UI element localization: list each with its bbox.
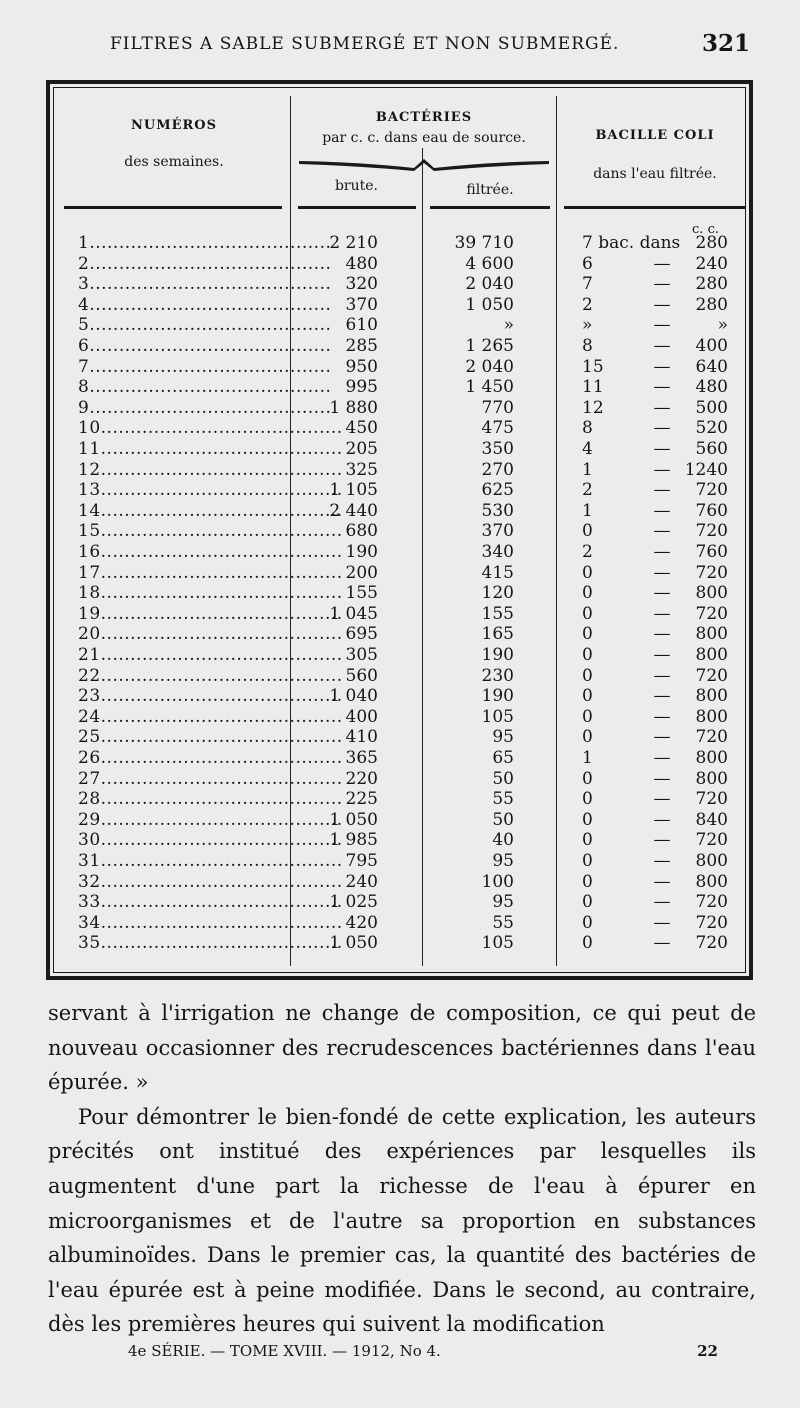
coli-volume: 800 <box>695 851 728 871</box>
ditto-dash: — <box>653 727 671 748</box>
week-number: 15......................................... <box>78 521 343 542</box>
header-rule <box>64 206 282 209</box>
table-row <box>54 233 754 254</box>
header-eau-filtree: dans l'eau filtrée. <box>593 166 717 182</box>
bacteria-raw: 285 <box>345 336 378 356</box>
coli-count: 1 <box>582 459 593 480</box>
coli-count: 0 <box>582 665 593 686</box>
ditto-dash: — <box>653 356 671 377</box>
coli-count: 6 <box>582 253 593 274</box>
bacteria-filtered: 55 <box>492 912 514 933</box>
ditto-dash: — <box>653 892 671 913</box>
coli-count: 4 <box>582 439 593 459</box>
body-text <box>48 996 756 1342</box>
bacteria-raw: 995 <box>345 377 378 398</box>
ditto-dash: — <box>653 583 671 604</box>
coli-volume: 800 <box>695 624 728 645</box>
coli-count: » <box>582 315 593 336</box>
ditto-dash: — <box>653 439 671 459</box>
bacteria-filtered: 415 <box>481 562 514 583</box>
week-number: 14......................................... <box>78 500 343 521</box>
table-row <box>54 336 754 357</box>
bacteria-filtered: 625 <box>481 480 514 501</box>
week-number: 34......................................... <box>78 912 343 933</box>
coli-volume: 520 <box>695 418 728 439</box>
bacteria-raw: 680 <box>345 521 378 542</box>
week-number: 8......................................... <box>78 377 332 398</box>
coli-volume: 840 <box>695 809 728 830</box>
bacteria-filtered: 120 <box>481 583 514 604</box>
coli-count: 11 <box>582 377 604 398</box>
coli-count: 8 <box>582 418 593 439</box>
bacteria-filtered: 65 <box>492 748 514 768</box>
bacteria-filtered: 2 040 <box>465 274 514 295</box>
coli-count: 0 <box>582 933 593 954</box>
coli-volume: 560 <box>695 439 728 459</box>
coli-count: 8 <box>582 336 593 356</box>
ditto-dash: — <box>653 418 671 439</box>
table-row <box>54 686 754 707</box>
running-title: FILTRES A SABLE SUBMERGÉ ET NON SUBMERGÉ. <box>110 34 620 54</box>
bacteria-filtered: » <box>503 315 514 336</box>
bacteria-filtered: 190 <box>481 645 514 665</box>
coli-volume: 800 <box>695 748 728 768</box>
header-bacille-coli: BACILLE COLI <box>595 128 715 143</box>
bacteria-raw: 1 985 <box>329 830 378 851</box>
week-number: 23......................................... <box>78 686 343 707</box>
bacteria-filtered: 4 600 <box>465 253 514 274</box>
ditto-dash: — <box>653 459 671 480</box>
bacteria-filtered: 50 <box>492 768 514 789</box>
coli-count: 7 bac. dans <box>582 233 681 253</box>
bacteria-raw: 1 025 <box>329 892 378 913</box>
table-row <box>54 398 754 419</box>
table-row <box>54 357 754 378</box>
week-number: 26......................................... <box>78 748 343 768</box>
coli-volume: 720 <box>695 912 728 933</box>
ditto-dash: — <box>653 562 671 583</box>
coli-volume: 720 <box>695 830 728 851</box>
ditto-dash: — <box>653 480 671 501</box>
header-rule <box>564 206 746 209</box>
coli-count: 0 <box>582 768 593 789</box>
week-number: 32......................................... <box>78 871 343 892</box>
coli-count: 0 <box>582 789 593 810</box>
coli-volume: 720 <box>695 562 728 583</box>
ditto-dash: — <box>653 315 671 336</box>
coli-volume: 720 <box>695 789 728 810</box>
bacteria-raw: 2 210 <box>329 233 378 253</box>
ditto-dash: — <box>653 624 671 645</box>
header-semaines: des semaines. <box>124 154 224 170</box>
week-number: 11......................................... <box>78 439 343 459</box>
coli-volume: 760 <box>695 542 728 562</box>
bacteria-filtered: 270 <box>481 459 514 480</box>
coli-count: 0 <box>582 686 593 707</box>
bacteria-filtered: 95 <box>492 851 514 871</box>
bacteria-raw: 325 <box>345 459 378 480</box>
paragraph: Pour démontrer le bien-fondé de cette explication, les auteurs précités ont institué des expériences par lesquelles ils augmentent d'une part la richesse de l'eau à épurer en microorganismes et de l'autre sa proportion en substances albuminoïdes. Dans le premier cas, la quantité des bactéries de l'eau épurée est à peine modifiée. Dans le second, au contraire, dès les premières heures qui suivent la modification <box>48 1104 756 1337</box>
bacteria-filtered: 95 <box>492 727 514 748</box>
week-number: 35......................................... <box>78 933 343 954</box>
coli-volume: 800 <box>695 583 728 604</box>
week-number: 30......................................... <box>78 830 343 851</box>
header-rule <box>298 206 416 209</box>
week-number: 7......................................... <box>78 356 332 377</box>
table-row <box>54 707 754 728</box>
coli-volume: 720 <box>695 603 728 624</box>
bacteria-filtered: 39 710 <box>454 233 514 253</box>
bacteria-filtered: 50 <box>492 809 514 830</box>
page-number: 321 <box>701 30 750 57</box>
bacteria-filtered: 190 <box>481 686 514 707</box>
ditto-dash: — <box>653 748 671 768</box>
bacteria-filtered: 95 <box>492 892 514 913</box>
coli-volume: 720 <box>695 665 728 686</box>
coli-count: 0 <box>582 645 593 665</box>
table-row <box>54 913 754 934</box>
coli-count: 0 <box>582 809 593 830</box>
table-row <box>54 769 754 790</box>
week-number: 21......................................... <box>78 645 343 665</box>
header-filtree: filtrée. <box>466 182 514 198</box>
coli-volume: 720 <box>695 892 728 913</box>
ditto-dash: — <box>653 521 671 542</box>
week-number: 4......................................... <box>78 294 332 315</box>
coli-volume: 640 <box>695 356 728 377</box>
ditto-dash: — <box>653 851 671 871</box>
ditto-dash: — <box>653 768 671 789</box>
bacteria-filtered: 1 450 <box>465 377 514 398</box>
table-row <box>54 851 754 872</box>
bacteria-filtered: 2 040 <box>465 356 514 377</box>
coli-count: 0 <box>582 892 593 913</box>
week-number: 3......................................... <box>78 274 332 295</box>
coli-count: 2 <box>582 480 593 501</box>
coli-volume: 760 <box>695 500 728 521</box>
bacteria-raw: 610 <box>345 315 378 336</box>
cc-unit: c. c. <box>692 222 719 237</box>
ditto-dash: — <box>653 603 671 624</box>
coli-count: 1 <box>582 748 593 768</box>
bacteria-filtered: 475 <box>481 418 514 439</box>
bacteria-raw: 1 880 <box>329 397 378 418</box>
bacteria-filtered: 155 <box>481 603 514 624</box>
table-row <box>54 810 754 831</box>
week-number: 22......................................... <box>78 665 343 686</box>
coli-volume: 800 <box>695 768 728 789</box>
table-row <box>54 563 754 584</box>
coli-count: 0 <box>582 871 593 892</box>
table-row <box>54 830 754 851</box>
data-table <box>46 80 753 980</box>
coli-count: 0 <box>582 603 593 624</box>
ditto-dash: — <box>653 830 671 851</box>
coli-volume: 720 <box>695 480 728 501</box>
bacteria-raw: 450 <box>345 418 378 439</box>
week-number: 6......................................... <box>78 336 332 356</box>
coli-volume: 280 <box>695 294 728 315</box>
table-row <box>54 274 754 295</box>
bacteria-raw: 240 <box>345 871 378 892</box>
week-number: 24......................................... <box>78 706 343 727</box>
week-number: 31......................................... <box>78 851 343 871</box>
table-row <box>54 418 754 439</box>
week-number: 13......................................... <box>78 480 343 501</box>
ditto-dash: — <box>653 933 671 954</box>
bacteria-filtered: 530 <box>481 500 514 521</box>
week-number: 28......................................... <box>78 789 343 810</box>
week-number: 17......................................... <box>78 562 343 583</box>
week-number: 33......................................... <box>78 892 343 913</box>
coli-count: 0 <box>582 624 593 645</box>
table-row <box>54 624 754 645</box>
bacteria-filtered: 165 <box>481 624 514 645</box>
week-number: 29......................................... <box>78 809 343 830</box>
table-row <box>54 892 754 913</box>
bacteria-raw: 400 <box>345 706 378 727</box>
coli-count: 12 <box>582 397 604 418</box>
bacteria-raw: 155 <box>345 583 378 604</box>
ditto-dash: — <box>653 500 671 521</box>
week-number: 20......................................... <box>78 624 343 645</box>
ditto-dash: — <box>653 645 671 665</box>
bacteria-raw: 695 <box>345 624 378 645</box>
week-number: 1......................................... <box>78 233 332 253</box>
table-row <box>54 439 754 460</box>
coli-count: 15 <box>582 356 604 377</box>
bacteria-filtered: 1 265 <box>465 336 514 356</box>
ditto-dash: — <box>653 336 671 356</box>
bacteria-raw: 420 <box>345 912 378 933</box>
bacteria-filtered: 230 <box>481 665 514 686</box>
coli-volume: 240 <box>695 253 728 274</box>
coli-count: 0 <box>582 912 593 933</box>
table-row <box>54 254 754 275</box>
week-number: 18......................................... <box>78 583 343 604</box>
bacteria-raw: 795 <box>345 851 378 871</box>
bacteria-raw: 200 <box>345 562 378 583</box>
week-number: 12......................................... <box>78 459 343 480</box>
ditto-dash: — <box>653 809 671 830</box>
coli-count: 0 <box>582 830 593 851</box>
bacteria-raw: 1 040 <box>329 686 378 707</box>
coli-volume: 400 <box>695 336 728 356</box>
header-par-cc: par c. c. dans eau de source. <box>322 130 526 146</box>
table-row <box>54 377 754 398</box>
coli-count: 0 <box>582 562 593 583</box>
coli-count: 0 <box>582 706 593 727</box>
running-head <box>110 30 760 68</box>
bacteria-filtered: 1 050 <box>465 294 514 315</box>
coli-count: 2 <box>582 542 593 562</box>
bacteria-raw: 410 <box>345 727 378 748</box>
coli-volume: 500 <box>695 397 728 418</box>
table-row <box>54 645 754 666</box>
bacteria-filtered: 105 <box>481 933 514 954</box>
coli-volume: 720 <box>695 727 728 748</box>
week-number: 19......................................... <box>78 603 343 624</box>
bacteria-raw: 2 440 <box>329 500 378 521</box>
coli-count: 2 <box>582 294 593 315</box>
ditto-dash: — <box>653 397 671 418</box>
bacteria-raw: 220 <box>345 768 378 789</box>
ditto-dash: — <box>653 912 671 933</box>
bacteria-raw: 560 <box>345 665 378 686</box>
coli-volume: 800 <box>695 686 728 707</box>
bacteria-filtered: 40 <box>492 830 514 851</box>
table-row <box>54 727 754 748</box>
bacteria-raw: 305 <box>345 645 378 665</box>
coli-volume: 280 <box>695 274 728 295</box>
bacteria-raw: 1 045 <box>329 603 378 624</box>
header-brute: brute. <box>334 178 379 194</box>
week-number: 5......................................... <box>78 315 332 336</box>
table-row <box>54 583 754 604</box>
paragraph: servant à l'irrigation ne change de composition, ce qui peut de nouveau occasionner des recrudescences bactériennes dans l'eau épurée. » <box>48 1001 756 1095</box>
ditto-dash: — <box>653 294 671 315</box>
bacteria-filtered: 55 <box>492 789 514 810</box>
bacteria-filtered: 370 <box>481 521 514 542</box>
bacteria-raw: 480 <box>345 253 378 274</box>
coli-volume: 800 <box>695 645 728 665</box>
bacteria-raw: 320 <box>345 274 378 295</box>
week-number: 9......................................... <box>78 397 332 418</box>
bacteria-raw: 190 <box>345 542 378 562</box>
folio-number: 22 <box>697 1342 718 1360</box>
bacteria-raw: 1 105 <box>329 480 378 501</box>
bacteria-filtered: 770 <box>481 397 514 418</box>
week-number: 25......................................... <box>78 727 343 748</box>
week-number: 27......................................... <box>78 768 343 789</box>
coli-count: 0 <box>582 727 593 748</box>
bacteria-filtered: 340 <box>481 542 514 562</box>
coli-volume: 800 <box>695 871 728 892</box>
coli-volume: 280 <box>695 233 728 253</box>
signature-line: 4e SÉRIE. — TOME XVIII. — 1912, No 4. <box>128 1342 441 1360</box>
ditto-dash: — <box>653 542 671 562</box>
ditto-dash: — <box>653 377 671 398</box>
bacteria-raw: 950 <box>345 356 378 377</box>
table-row <box>54 933 754 954</box>
table-row <box>54 542 754 563</box>
ditto-dash: — <box>653 686 671 707</box>
coli-volume: 720 <box>695 521 728 542</box>
coli-count: 7 <box>582 274 593 295</box>
week-number: 10......................................... <box>78 418 343 439</box>
coli-count: 0 <box>582 583 593 604</box>
coli-volume: 720 <box>695 933 728 954</box>
table-row <box>54 315 754 336</box>
bacteria-filtered: 105 <box>481 706 514 727</box>
ditto-dash: — <box>653 871 671 892</box>
ditto-dash: — <box>653 665 671 686</box>
table-row <box>54 872 754 893</box>
bacteria-raw: 365 <box>345 748 378 768</box>
bacteria-raw: 205 <box>345 439 378 459</box>
coli-volume: 480 <box>695 377 728 398</box>
table-row <box>54 501 754 522</box>
coli-volume: 800 <box>695 706 728 727</box>
ditto-dash: — <box>653 274 671 295</box>
header-rule <box>430 206 550 209</box>
coli-count: 0 <box>582 851 593 871</box>
brace-icon <box>299 158 549 172</box>
table-inner-border <box>53 87 746 973</box>
table-row <box>54 521 754 542</box>
bacteria-raw: 1 050 <box>329 809 378 830</box>
table-row <box>54 666 754 687</box>
header-bacteries: BACTÉRIES <box>375 110 473 125</box>
bacteria-raw: 1 050 <box>329 933 378 954</box>
ditto-dash: — <box>653 789 671 810</box>
bacteria-filtered: 100 <box>481 871 514 892</box>
header-numeros: NUMÉROS <box>130 118 218 133</box>
table-row <box>54 295 754 316</box>
ditto-dash: — <box>653 706 671 727</box>
week-number: 2......................................... <box>78 253 332 274</box>
ditto-dash: — <box>653 253 671 274</box>
coli-count: 0 <box>582 521 593 542</box>
coli-volume: » <box>717 315 728 336</box>
coli-volume: 1240 <box>684 459 728 480</box>
page-footer <box>128 1342 718 1368</box>
coli-count: 1 <box>582 500 593 521</box>
table-row <box>54 460 754 481</box>
bacteria-raw: 225 <box>345 789 378 810</box>
table-row <box>54 789 754 810</box>
bacteria-raw: 370 <box>345 294 378 315</box>
bacteria-filtered: 350 <box>481 439 514 459</box>
week-number: 16......................................... <box>78 542 343 562</box>
table-row <box>54 480 754 501</box>
table-row <box>54 604 754 625</box>
table-row <box>54 748 754 769</box>
